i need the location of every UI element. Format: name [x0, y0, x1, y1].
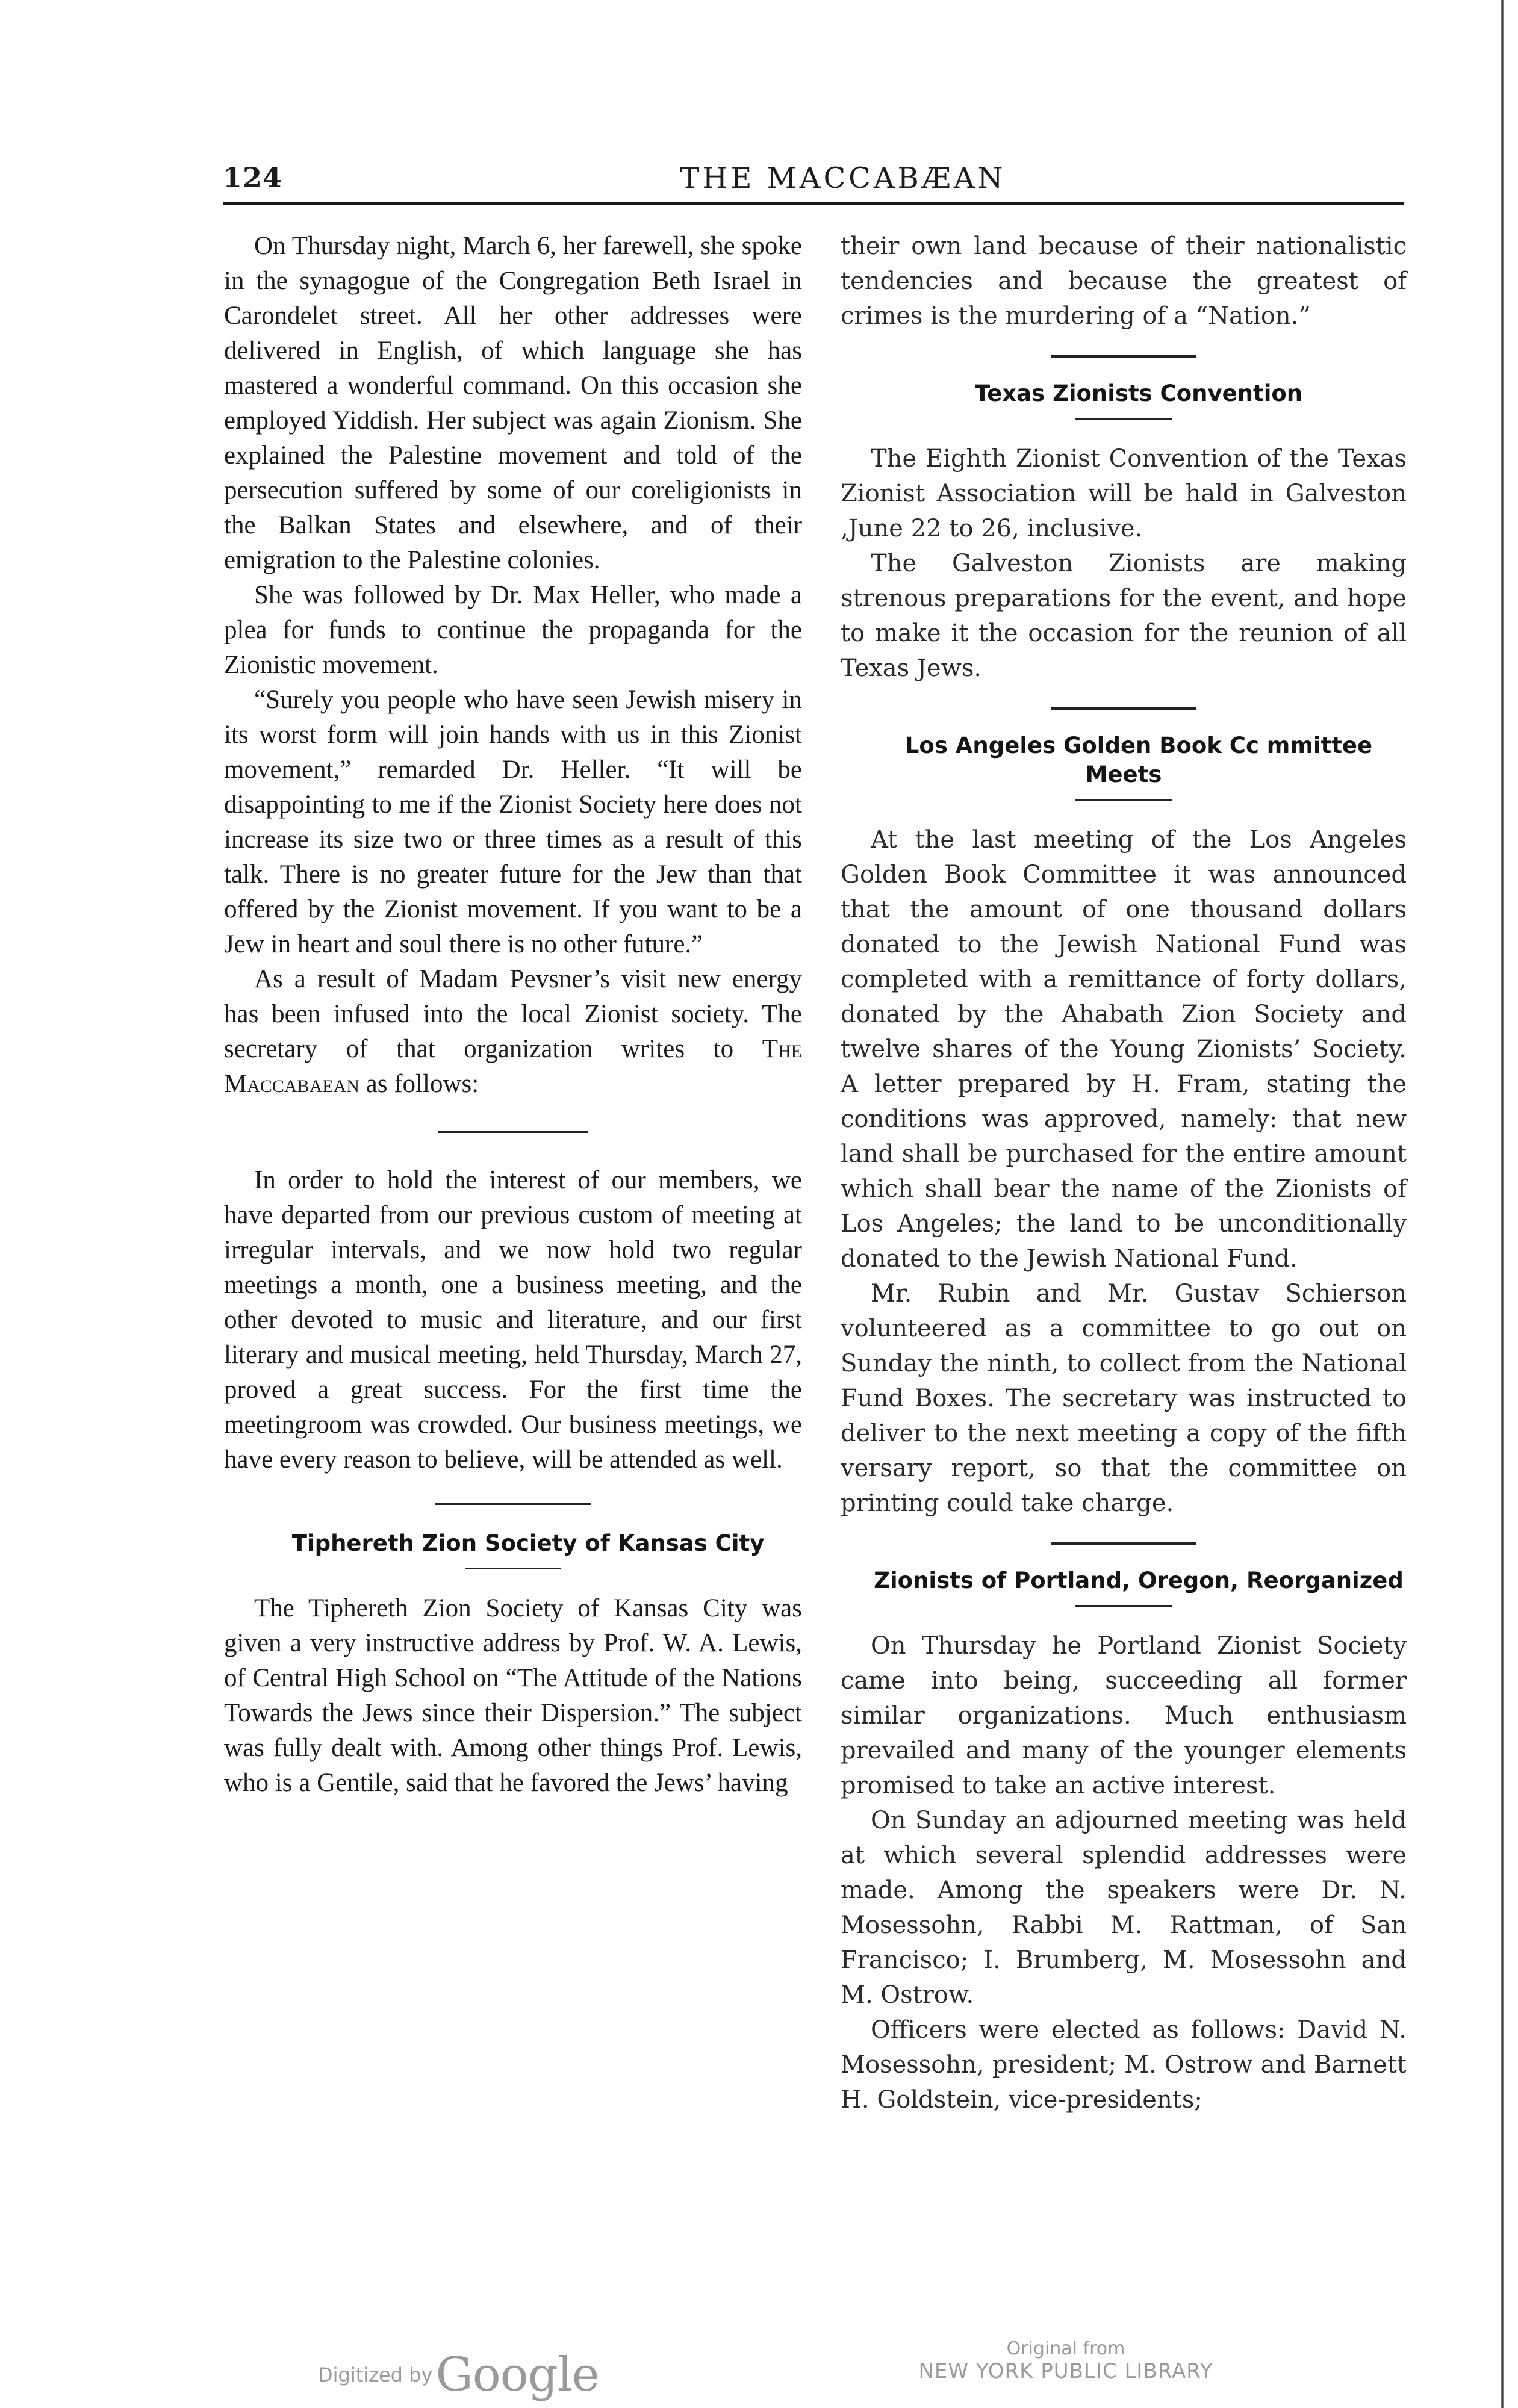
article-paragraph: On Sunday an adjourned meeting was held at which several splendid addresses were made. Among the speakers were Dr. N. Mosessohn, Rabbi M. Rattman, of San Francisco; I. Brumberg, M. Mosessohn and M. Ostrow. [841, 1807, 1407, 2009]
article-paragraph: On Thursday night, March 6, her farewell, she spoke in the synagogue of the Congregation Beth Israel in Carondelet street. All her other addresses were delivered in English, of which language she has mastered a wonderful command. On this occasion she employed Yiddish. Her subject was again Zionism. She explained the Palestine movement and told of the persecution suffered by some of our coreligionists in the Balkan States and elsewhere, and of their emigration to the Palestine colonies. [224, 232, 802, 574]
page-number: 124 [223, 161, 283, 194]
running-head-title: THE MACCABÆAN [680, 161, 1006, 195]
publication-name: The Maccabaean [224, 1035, 802, 1098]
article-paragraph: At the last meeting of the Los Angeles Golden Book Committee it was announced that the amount of one thousand dollars donated to the Jewish National Fund was completed with a remittance of forty dollars, donated by the Ahabath Zion Society and twelve shares of the Young Zionists’ Society. A letter prepared by H. Fram, stating the conditions was approved, namely: that new land shall be purchased for the entire amount which shall bear the name of the Zionists of Los Angeles; the land to be unconditionally donated to the Jewish National Fund. [841, 826, 1407, 1273]
original-from-label: Original from [1006, 2338, 1125, 2359]
digitized-by-watermark [318, 2348, 599, 2402]
page-edge-shadow [1501, 0, 1504, 2408]
article-paragraph: Officers were elected as follows: David N. Mosessohn, president; M. Ostrow and Barnett H. Goldstein, vice-presidents; [841, 2016, 1407, 2114]
article-paragraph: The Tiphereth Zion Society of Kansas City was given a very instructive address by Prof. W. A. Lewis, of Central High School on “The Attitude of the Nations Towards the Jews since their Dispersion.” The subject was fully dealt with. Among other things Prof. Lewis, who is a Gentile, said that he favored the Jews’ having [224, 1594, 802, 1797]
heading-underline [1075, 418, 1172, 420]
heading-underline [465, 1568, 561, 1569]
section-heading-los-angeles: Los Angeles Golden Book Cc mmittee Meets [904, 733, 1373, 787]
section-heading-portland: Zionists of Portland, Oregon, Reorganized [874, 1568, 1404, 1593]
library-attribution [903, 2338, 1228, 2383]
library-name: NEW YORK PUBLIC LIBRARY [918, 2359, 1213, 2383]
article-paragraph: She was followed by Dr. Max Heller, who made a plea for funds to continue the propaganda for the Zionistic movement. [224, 581, 802, 679]
article-paragraph: The Galveston Zionists are making strenous preparations for the event, and hope to make it the occasion for the reunion of all Texas Jews. [841, 550, 1407, 682]
article-paragraph: On Thursday he Portland Zionist Society came into being, succeeding all former similar organizations. Much enthusiasm prevailed and many of the younger elements promised to take an active interest. [841, 1632, 1407, 1799]
article-paragraph: their own land because of their nationalistic tendencies and because the greatest of crimes is the murdering of a “Nation.” [841, 232, 1407, 330]
header-rule [223, 202, 1404, 205]
section-divider [1051, 707, 1196, 710]
left-column [224, 229, 802, 1801]
heading-underline [1075, 1605, 1172, 1607]
article-paragraph: Mr. Rubin and Mr. Gustav Schierson volunteered as a committee to go out on Sunday the ninth, to collect from the National Fund Boxes. The secretary was instructed to deliver to the next meeting a copy of the fifth versary report, so that the committee on printing could take charge. [841, 1280, 1407, 1517]
article-paragraph: “Surely you people who have seen Jewish misery in its worst form will join hands with us in this Zionist movement,” remarded Dr. Heller. “It will be disappointing to me if the Zionist Society here does not increase its size two or three times as a result of this talk. There is no greater future for the Jew than that offered by the Zionist movement. If you want to be a Jew in heart and soul there is no other future.” [224, 686, 802, 958]
section-heading-texas: Texas Zionists Convention [974, 380, 1303, 406]
article-paragraph: The Eighth Zionist Convention of the Texas Zionist Association will be hald in Galveston ,June 22 to 26, inclusive. [841, 445, 1407, 542]
section-divider [438, 1131, 588, 1133]
text-run: as follows: [359, 1070, 479, 1098]
letter-paragraph: In order to hold the interest of our members, we have departed from our previous custom of meeting at irregular intervals, and we now hold two regular meetings a month, one a business meeting, and the other devoted to music and literature, and our first literary and musical meeting, held Thursday, March 27, proved a great success. For the first time the meetingroom was crowded. Our business meetings, we have every reason to believe, will be attended as well. [224, 1166, 802, 1474]
text-run: As a result of Madam Pevsner’s visit new energy has been infused into the local Zionist society. The secretary of that organization writes to [224, 965, 802, 1063]
section-divider [1051, 355, 1196, 358]
article-paragraph [224, 962, 802, 1102]
right-column [841, 229, 1407, 2117]
heading-underline [1075, 799, 1172, 801]
section-divider [435, 1503, 591, 1505]
google-logo: Google [435, 2348, 599, 2402]
section-heading-kansas-city: Tiphereth Zion Society of Kansas City [291, 1530, 765, 1556]
section-divider [1051, 1542, 1196, 1545]
page-header [223, 161, 1404, 197]
digitized-by-label: Digitized by [318, 2363, 433, 2386]
